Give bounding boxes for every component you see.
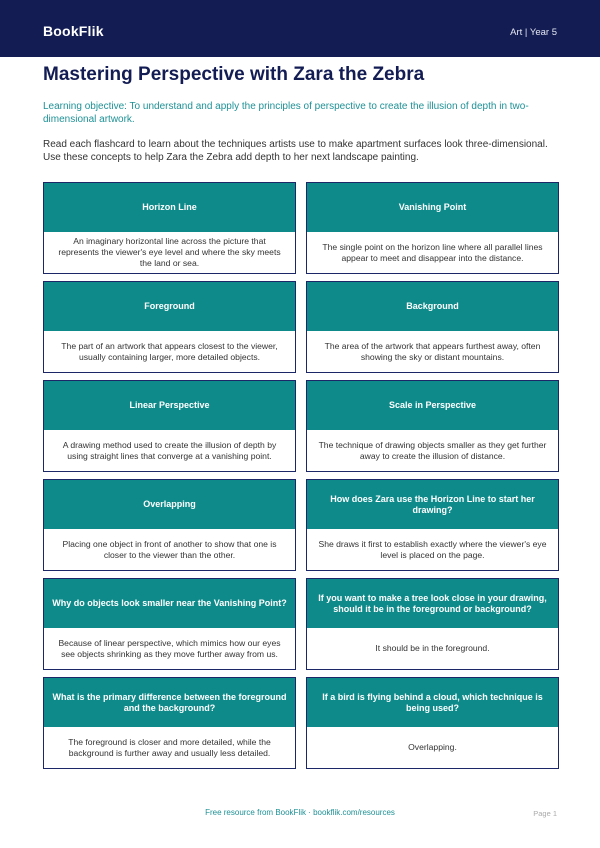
page-number: Page 1 (533, 809, 557, 818)
flashcard-back: Placing one object in front of another to show that one is closer to the viewer than the other. (62, 538, 277, 560)
flashcard-front: Vanishing Point (307, 183, 558, 232)
flashcard-front: Horizon Line (44, 183, 295, 232)
flashcard[interactable] (306, 182, 559, 274)
flashcard-front: If a bird is flying behind a cloud, which technique is being used? (307, 678, 558, 727)
flashcard-back: Overlapping. (408, 742, 457, 752)
flashcard[interactable] (306, 281, 559, 373)
flashcard-front: If you want to make a tree look close in your drawing, should it be in the foreground or background? (307, 579, 558, 628)
flashcard-back: The area of the artwork that appears furthest away, often showing the sky or distant mountains. (324, 340, 541, 362)
flashcard-front: How does Zara use the Horizon Line to start her drawing? (307, 480, 558, 529)
flashcard[interactable] (43, 578, 296, 670)
top-bar (0, 0, 600, 57)
brand-logo[interactable]: BookFlik (43, 23, 104, 39)
flashcard-back: The part of an artwork that appears closest to the viewer, usually containing larger, more detailed objects. (61, 340, 278, 362)
flashcard-back: The foreground is closer and more detailed, while the background is further away and usually less detailed. (68, 736, 271, 758)
flashcard[interactable] (43, 677, 296, 769)
flashcard-back: Because of linear perspective, which mimics how our eyes see objects shrinking as they move further away from us. (58, 637, 281, 659)
flashcard-front: Background (307, 282, 558, 331)
page-title: Mastering Perspective with Zara the Zebra (43, 64, 425, 85)
flashcard[interactable] (306, 479, 559, 571)
flashcard-front: Foreground (44, 282, 295, 331)
flashcard[interactable] (306, 677, 559, 769)
flashcard-back: The technique of drawing objects smaller as they get further away to create the illusion of distance. (318, 439, 547, 461)
flashcard-back: It should be in the foreground. (375, 643, 490, 653)
flashcard-front: Linear Perspective (44, 381, 295, 430)
flashcard-front: Scale in Perspective (307, 381, 558, 430)
flashcard-front: What is the primary difference between the foreground and the background? (44, 678, 295, 727)
flashcard[interactable] (306, 380, 559, 472)
flashcard-front: Overlapping (44, 480, 295, 529)
breadcrumb: Art | Year 5 (510, 27, 557, 38)
flashcard-back: An imaginary horizontal line across the picture that represents the viewer's eye level and where the sky meets the land or sea. (58, 236, 281, 268)
flashcard-back: She draws it first to establish exactly where the viewer's eye level is placed on the page. (318, 538, 547, 560)
learning-objective: Learning objective: To understand and apply the principles of perspective to create the illusion of depth in two-dimensional artwork. (43, 101, 529, 125)
flashcard[interactable] (43, 380, 296, 472)
flashcard-grid (43, 182, 559, 769)
footer-resource-link[interactable]: Free resource from BookFlik · bookflik.com/resources (205, 808, 395, 817)
flashcard-back: A drawing method used to create the illusion of depth by using straight lines that converge at a vanishing point. (62, 439, 277, 461)
flashcard-back: The single point on the horizon line where all parallel lines appear to meet and disappear into the distance. (322, 241, 543, 263)
flashcard[interactable] (43, 281, 296, 373)
intro-text: Read each flashcard to learn about the techniques artists use to make apartment surfaces look three-dimensional. Use these concepts to help Zara the Zebra add depth to her next landscape painting. (43, 139, 548, 163)
flashcard-front: Why do objects look smaller near the Vanishing Point? (44, 579, 295, 628)
flashcard[interactable] (43, 182, 296, 274)
flashcard[interactable] (306, 578, 559, 670)
flashcard[interactable] (43, 479, 296, 571)
